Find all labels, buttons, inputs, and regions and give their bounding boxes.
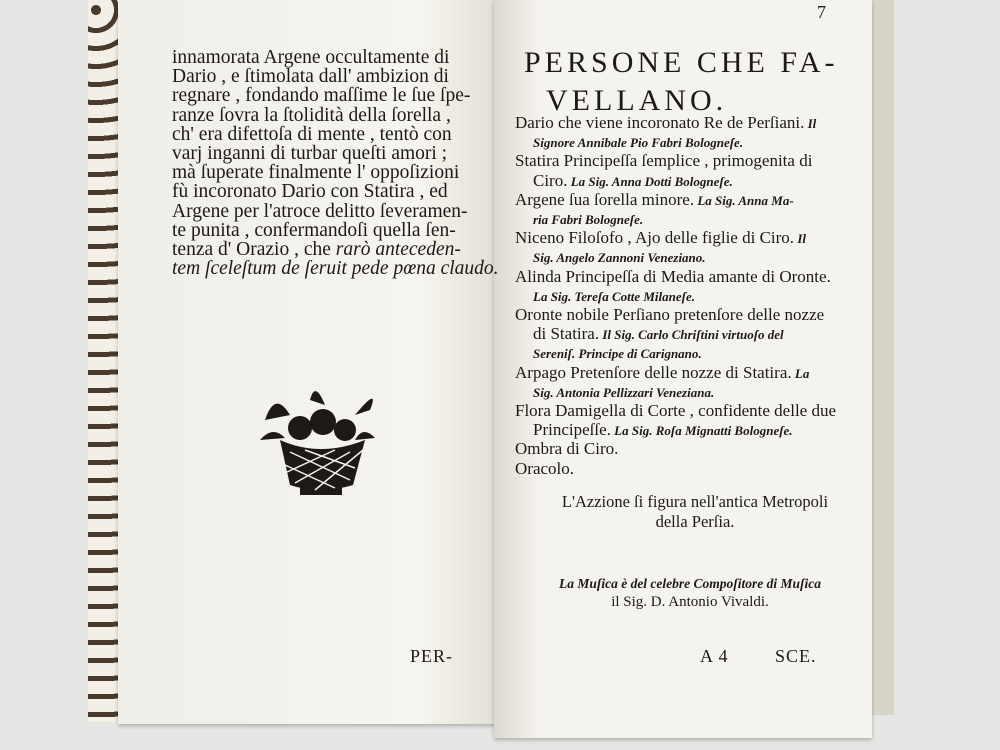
text-line [515,287,860,306]
roman-text: Ombra di Ciro. [515,439,619,459]
text-line [515,344,860,363]
text-line [515,191,860,210]
roman-text: innamorata Argene occultamente di [172,47,450,68]
text-line [515,364,860,383]
text-line [172,144,502,163]
music-line: La Muſica è del celebre Compoſitore di Muſica [558,576,822,591]
left-page-text [172,48,502,278]
roman-text: varj inganni di turbar queſti amori ; [172,143,448,165]
italic-text: tem ſceleſtum de ſeruit pede pœna claudo. [172,258,499,280]
italic-text: Il Sig. Carlo Chriſtini virtuoſo del [599,327,784,343]
music-credit [530,575,850,611]
roman-text: Argene ſua ſorella minore. [515,189,695,209]
text-line [172,67,502,86]
text-line [172,125,502,144]
italic-text: La Sig. Tereſa Cotte Milaneſe. [533,288,696,304]
catchword-left: PER- [410,646,454,666]
roman-text: mà ſuperate finalmente l' oppoſizioni [172,162,460,184]
italic-text: La Sig. Anna Dotti Bologneſe. [567,173,733,189]
roman-text: Oronte nobile Perſiano pretenſore delle nozze [515,305,825,325]
roman-text: tenza d' Orazio , che [172,239,336,261]
marbled-cover-edge-left [88,0,122,722]
roman-text: Argene per l'atroce delitto ſeveramen- [172,200,468,222]
fruit-basket-woodcut-ornament [255,380,385,500]
text-line [515,152,860,171]
roman-text: Ciro. [533,170,568,190]
setting-note [545,492,845,532]
text-line [515,421,860,440]
roman-text: Alinda Principeſſa di Media amante di Oronte. [515,266,831,286]
catchword-right: SCE. [775,646,817,666]
roman-text: ch' era difettoſa di mente , tentò con [172,123,452,145]
roman-text: Principeſſe. [533,420,611,440]
text-line [515,325,860,344]
text-line [515,440,860,459]
text-line [172,182,502,201]
italic-text: rarò anteceden- [335,239,461,261]
text-line [515,402,860,421]
page-title [524,44,838,120]
page-number: 7 [817,2,826,22]
signature-mark: A 4 [700,646,729,666]
text-line [515,268,860,287]
setting-line: della Perſia. [655,512,735,531]
roman-text: Dario che viene incoronato Re de Perſiani. [515,113,805,132]
italic-text: La Sig. Anna Ma- [694,192,794,208]
roman-text: ranze ſovra la ſtolidità della ſorella , [172,104,451,126]
text-line [172,163,502,182]
text-line [515,383,860,402]
text-line [515,172,860,191]
roman-text: Statira Principeſſa ſemplice , primogenita di [515,151,813,171]
roman-text: fù incoronato Dario con Statira , ed [172,181,448,203]
text-line [515,229,860,248]
text-line [515,133,860,152]
roman-text: di Statira. [533,324,600,344]
italic-text: Sig. Antonia Pellizzari Veneziana. [533,384,715,400]
roman-text: te punita , confermandoſi quella ſen- [172,219,456,241]
text-line [515,460,860,479]
italic-text: La [791,365,810,381]
text-line [172,202,502,221]
roman-text: Niceno Filoſofo , Ajo delle figlie di Ciro. [515,228,795,248]
text-line [172,106,502,125]
text-line [515,210,860,229]
cast-list [515,114,860,479]
italic-text: ria Fabri Bologneſe. [533,212,644,228]
setting-line: L'Azzione ſi figura nell'antica Metropoli [561,492,829,511]
text-line [515,306,860,325]
italic-text: Sereniſ. Principe di Carignano. [533,346,702,362]
title-line: VELLANO. [546,84,728,117]
roman-text: Flora Damigella di Corte , confidente delle due [515,401,837,421]
title-line: PERSONE CHE FA- [524,46,839,79]
text-line [172,259,502,278]
text-line [172,86,502,105]
italic-text: Signore Annibale Pio Fabri Bologneſe. [533,135,744,151]
roman-text: regnare , fondando maſſime le ſue ſpe- [172,85,471,107]
roman-text: Dario , e ſtimolata dall' ambizion di [172,66,449,88]
text-line [515,114,860,133]
text-line [172,221,502,240]
music-line: il Sig. D. Antonio Vivaldi. [611,594,769,610]
italic-text: Il [794,231,806,247]
text-line [515,248,860,267]
text-line [172,48,502,67]
roman-text: Arpago Pretenſore delle nozze di Statira. [515,362,792,382]
italic-text: Sig. Angelo Zannoni Veneziano. [533,250,706,266]
roman-text: Oracolo. [515,458,575,478]
italic-text: La Sig. Roſa Mignatti Bologneſe. [610,423,793,439]
italic-text: Il [804,116,817,131]
text-line [172,240,502,259]
